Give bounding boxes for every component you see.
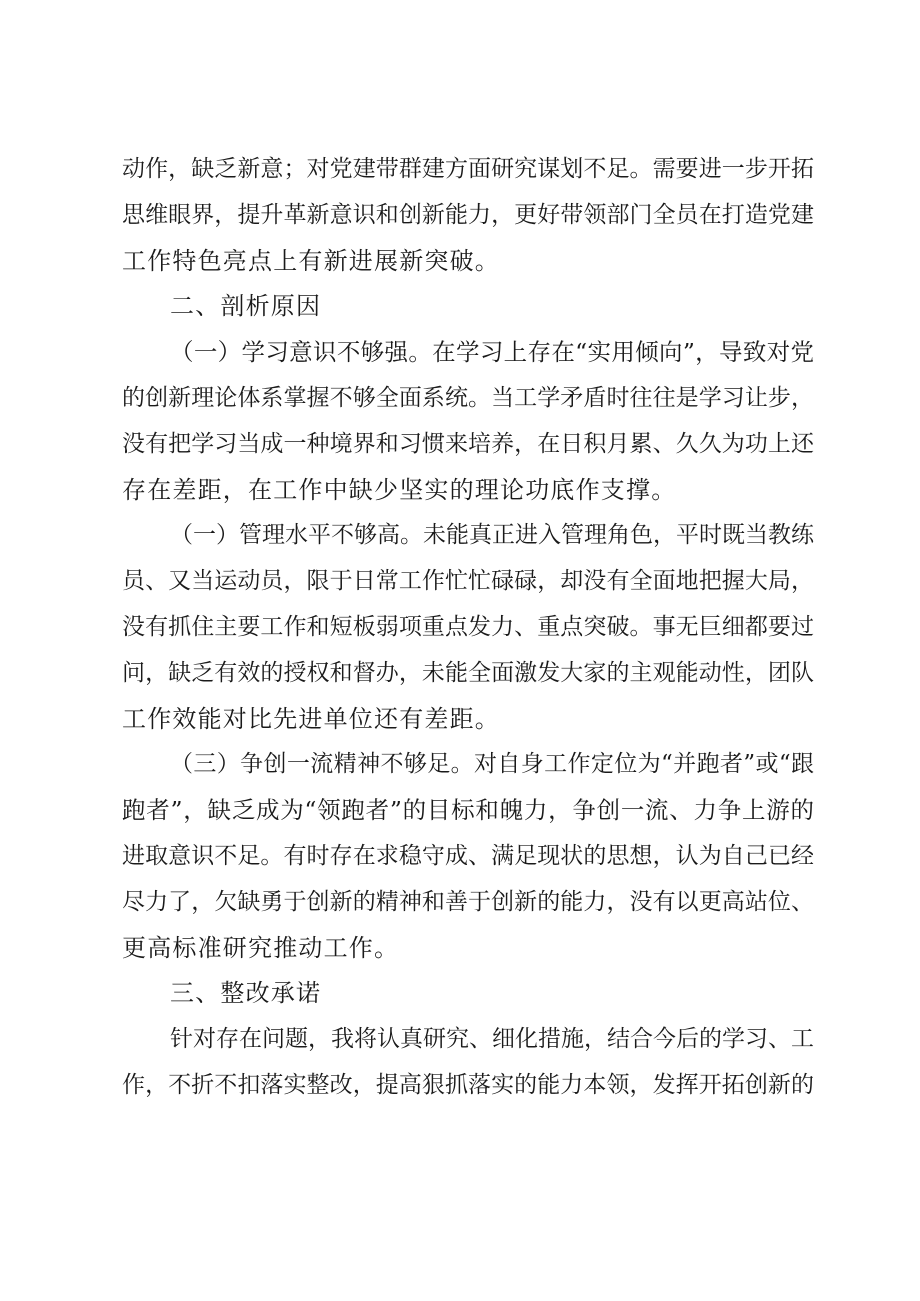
paragraph-first-line: （一）学习意识不够强。在学习上存在“实用倾向”，导致对党: [170, 338, 814, 367]
text-line: 的创新理论体系掌握不够全面系统。当工学矛盾时往往是学习让步，: [122, 384, 814, 411]
text-line: 没有把学习当成一种境界和习惯来培养，在日积月累、久久为功上还: [122, 430, 814, 457]
text-line: 进取意识不足。有时存在求稳守成、满足现状的思想，认为自己已经: [122, 842, 814, 869]
text-line: 跑者”，缺乏成为“领跑者”的目标和魄力，争创一流、力争上游的: [122, 796, 814, 825]
paragraph-first-line: （三）争创一流精神不够足。对自身工作定位为“并跑者”或“跟: [170, 751, 814, 778]
text-line: 员、又当运动员，限于日常工作忙忙碌碌，却没有全面地把握大局，: [122, 568, 814, 595]
text-line: 尽力了，欠缺勇于创新的精神和善于创新的能力，没有以更高站位、: [122, 888, 814, 915]
text-line: 更高标准研究推动工作。: [122, 933, 400, 962]
section-heading: 三、整改承诺: [170, 979, 322, 1008]
text-line: 动作，缺乏新意；对党建带群建方面研究谋划不足。需要进一步开拓: [122, 156, 814, 182]
section-heading: 二、剖析原因: [170, 292, 322, 321]
text-line: 工作特色亮点上有新进展新突破。: [122, 246, 500, 275]
text-line: 问，缺乏有效的授权和督办，未能全面激发大家的主观能动性，团队: [122, 659, 814, 686]
document-body: [122, 147, 814, 1109]
paragraph-first-line: （一）管理水平不够高。未能真正进入管理角色，平时既当教练: [170, 522, 814, 549]
text-line: 作，不折不扣落实整改，提高狠抓落实的能力本领，发挥开拓创新的: [122, 1071, 814, 1098]
text-line: 存在差距，在工作中缺少坚实的理论功底作支撑。: [122, 475, 677, 504]
text-line: 工作效能对比先进单位还有差距。: [122, 704, 500, 733]
text-line: 思维眼界，提升革新意识和创新能力，更好带领部门全员在打造党建: [122, 201, 814, 228]
paragraph-first-line: 针对存在问题，我将认真研究、细化措施，结合今后的学习、工: [170, 1026, 814, 1053]
text-line: 没有抓住主要工作和短板弱项重点发力、重点突破。事无巨细都要过: [122, 613, 814, 640]
